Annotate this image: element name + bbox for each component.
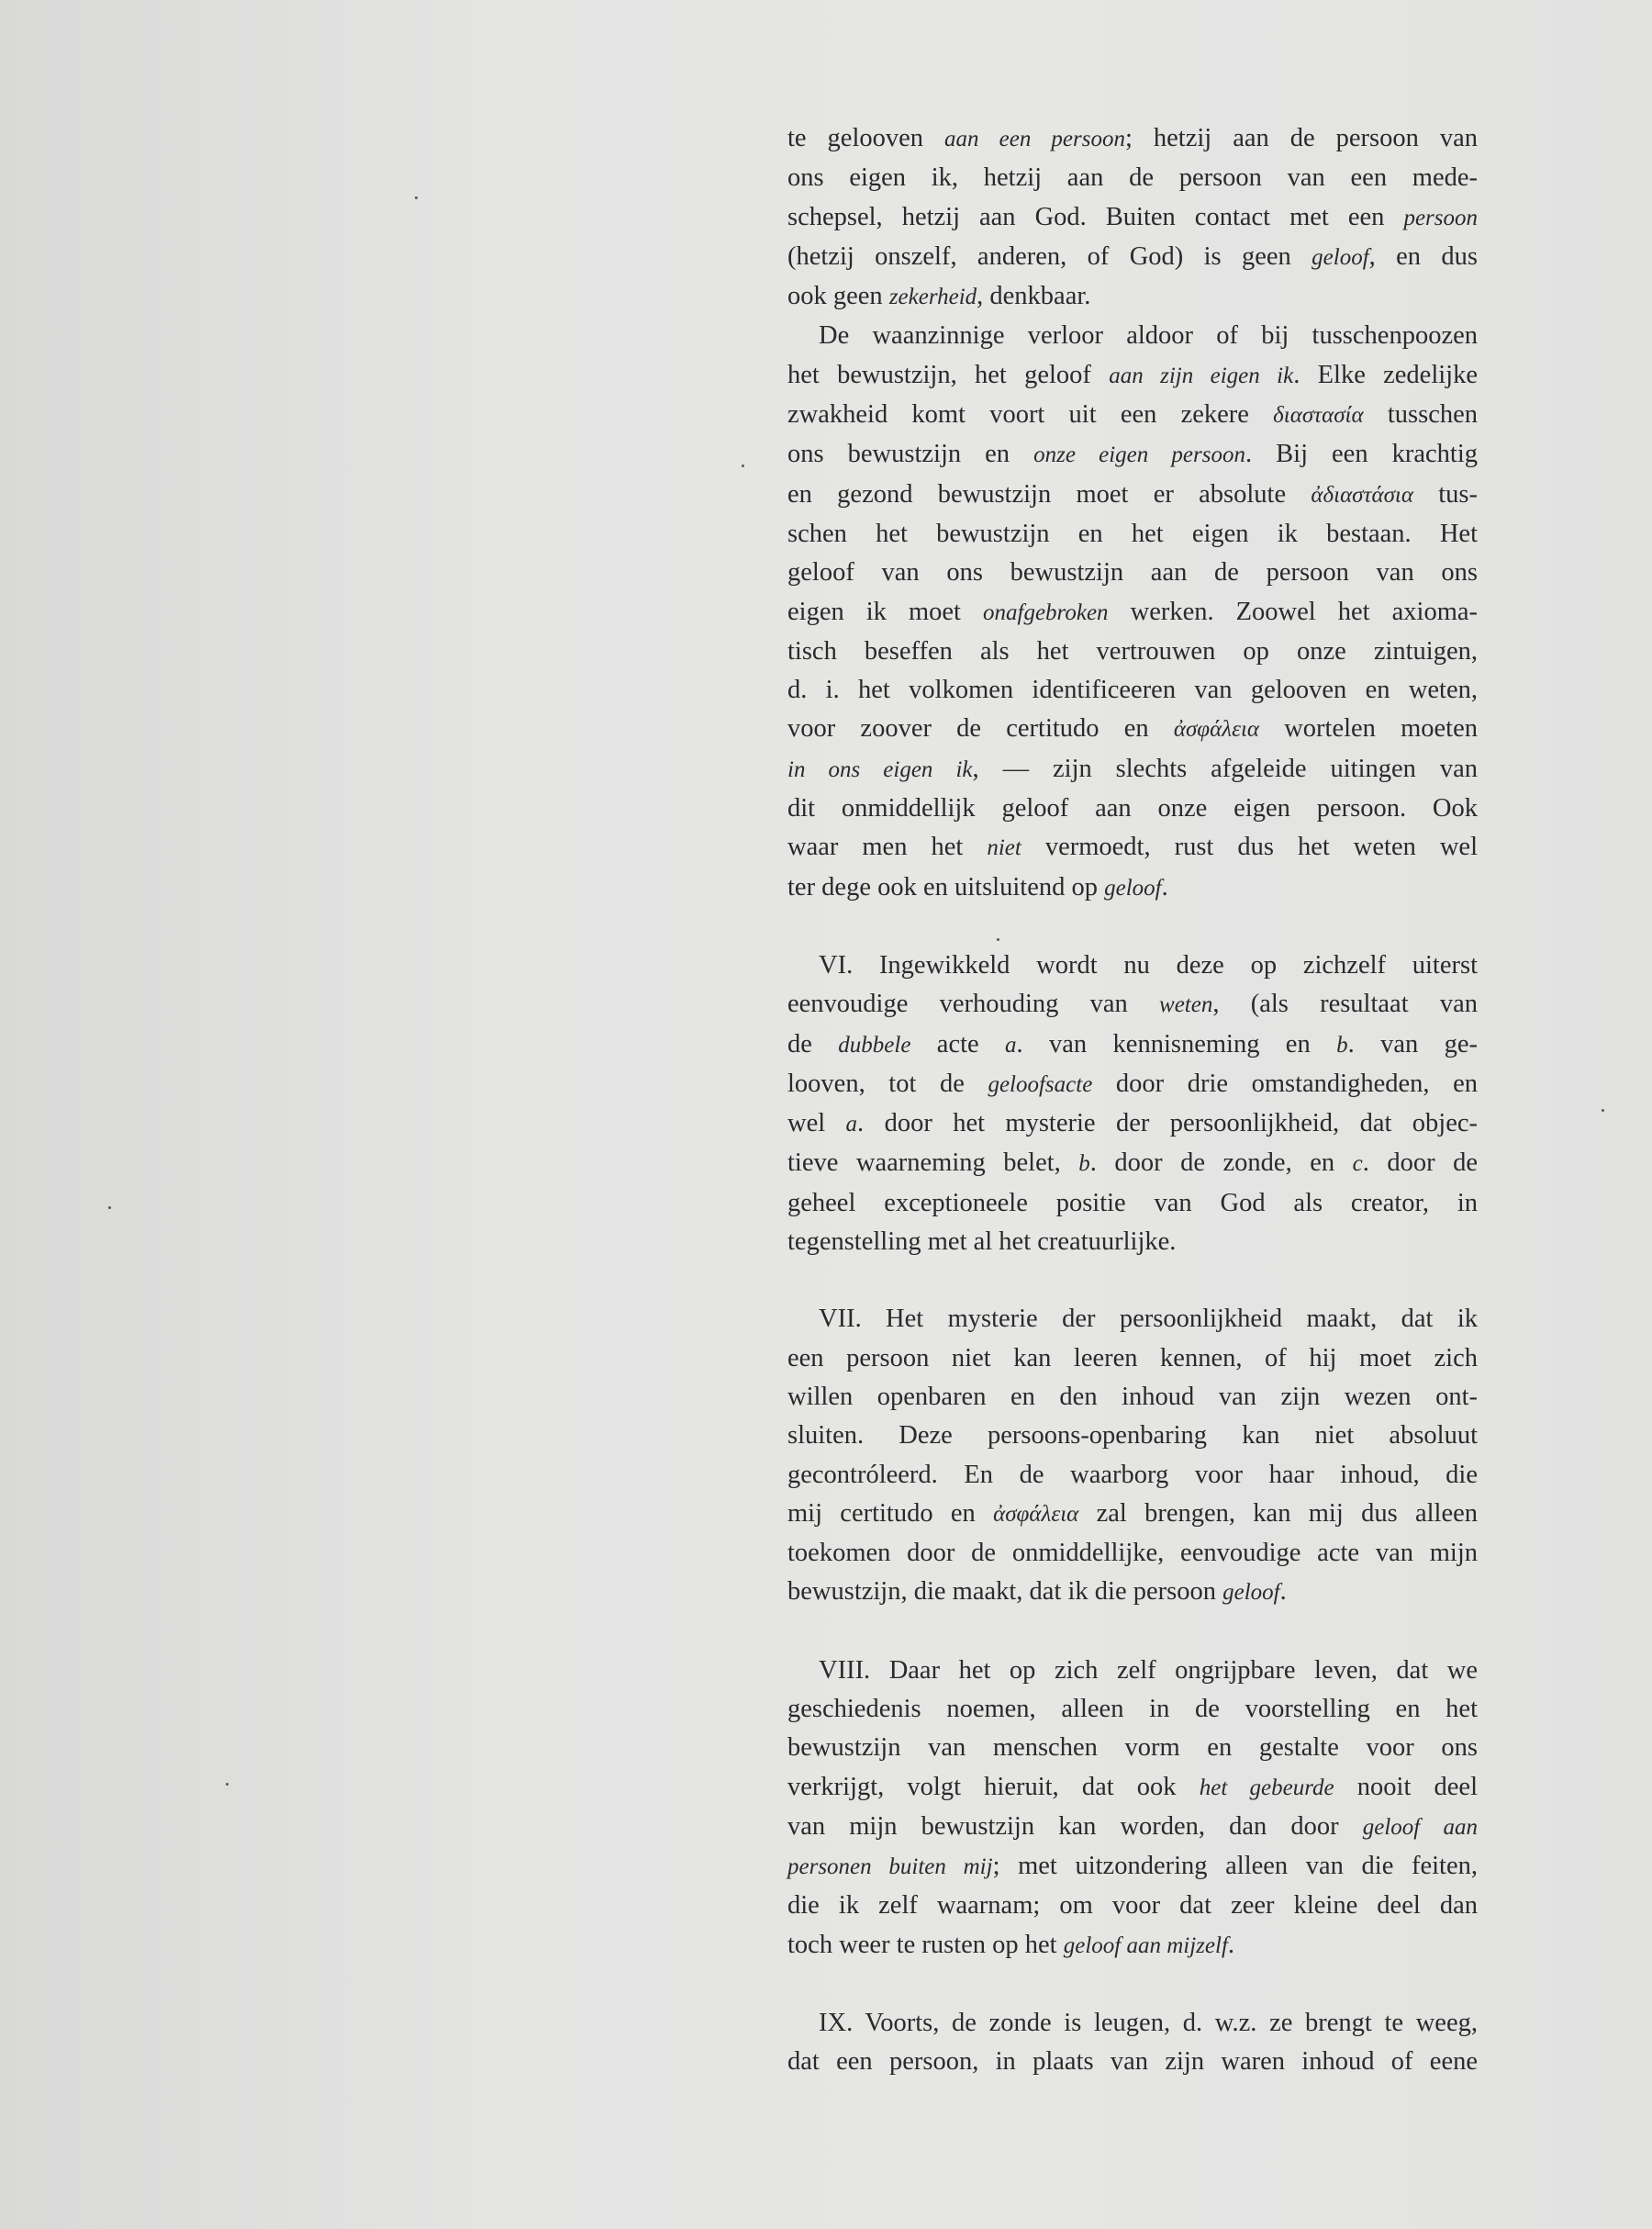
text-run: tus-	[1412, 479, 1478, 509]
paragraph-cont	[787, 119, 1478, 317]
text-line	[787, 710, 1478, 749]
text-line	[787, 1729, 1478, 1767]
italic-text: διαστασία	[1273, 403, 1364, 429]
paragraph-waanzinnige	[787, 317, 1478, 907]
italic-text: dubbele	[838, 1032, 911, 1058]
scan-speck	[1602, 1109, 1604, 1112]
text-line	[787, 1534, 1478, 1573]
text-line	[787, 1456, 1478, 1495]
scan-speck	[742, 465, 744, 467]
paragraph-vi	[787, 946, 1478, 1261]
text-line	[787, 1144, 1478, 1183]
text-run: ; hetzij aan de persoon van	[1125, 124, 1478, 152]
italic-text: geloof aan mijzelf	[1063, 1932, 1228, 1958]
text-line	[787, 1339, 1478, 1378]
italic-text: personen buiten mij	[787, 1854, 993, 1880]
text-run: , — zijn slechts afgeleide uitingen van	[972, 754, 1478, 783]
italic-text: b	[1336, 1032, 1348, 1058]
text-line	[787, 356, 1478, 396]
italic-text: aan zijn eigen ik	[1109, 363, 1294, 388]
text-line	[787, 159, 1478, 197]
text-run: voor zoover de certitudo en	[787, 714, 1174, 744]
text-line	[787, 1573, 1478, 1612]
italic-text: geloof	[1104, 875, 1162, 901]
text-line	[787, 828, 1478, 868]
text-run: dat een persoon, in plaats van zijn waren inhoud of eene	[787, 2047, 1478, 2077]
text-run: eigen ik moet	[787, 597, 984, 626]
text-run: eenvoudige verhouding van	[787, 990, 1160, 1019]
text-run: verkrijgt, volgt hieruit, dat ook	[787, 1772, 1200, 1801]
text-run: ook geen	[787, 282, 889, 311]
italic-text: ἀδιαστάσια	[1311, 482, 1413, 508]
text-line	[787, 198, 1478, 238]
text-run: . Bij een krachtig	[1245, 440, 1478, 469]
text-run: . van kennisneming en	[1016, 1029, 1337, 1058]
text-run: d. i. het volkomen identificeeren van gelooven en weten,	[787, 676, 1478, 705]
text-run: mij certitudo en	[787, 1498, 994, 1528]
text-line	[787, 1104, 1478, 1144]
text-run: IX. Voorts, de zonde is leugen, d. w.z. ze brengt te weeg,	[819, 2009, 1478, 2038]
text-line	[787, 750, 1478, 790]
text-run: . door de zonde, en	[1089, 1148, 1353, 1178]
text-line	[787, 868, 1478, 908]
text-line	[787, 277, 1478, 317]
text-line	[787, 1808, 1478, 1847]
text-run: en gezond bewustzijn moet er absolute	[787, 479, 1312, 509]
italic-text: geloofsacte	[988, 1071, 1093, 1097]
text-run: , en dus	[1368, 241, 1479, 271]
text-line	[787, 633, 1478, 671]
text-line	[787, 435, 1478, 475]
text-line	[787, 119, 1478, 159]
text-line	[787, 2043, 1478, 2081]
text-line	[787, 1025, 1478, 1065]
text-run: schen het bewustzijn en het eigen ik bestaan. Het	[787, 519, 1478, 548]
text-line	[787, 985, 1478, 1025]
italic-text: het gebeurde	[1199, 1775, 1334, 1800]
text-line	[787, 1847, 1478, 1887]
text-run: geschiedenis noemen, alleen in de voorstelling en het	[787, 1694, 1478, 1723]
italic-text: onze eigen persoon	[1033, 442, 1245, 468]
text-line	[787, 1065, 1478, 1104]
text-line	[787, 317, 1478, 355]
text-run: VIII. Daar het op zich zelf ongrijpbare leven, dat we	[819, 1655, 1478, 1685]
text-line	[787, 2004, 1478, 2043]
text-run: waar men het	[787, 833, 988, 862]
italic-text: b	[1078, 1151, 1090, 1177]
text-run: VI. Ingewikkeld wordt nu deze op zichzelf uiterst	[819, 950, 1478, 980]
paragraph-ix	[787, 2004, 1478, 2082]
text-run: bewustzijn van menschen vorm en gestalte voor ons	[787, 1733, 1478, 1763]
text-run: tieve waarneming belet,	[787, 1148, 1079, 1178]
text-run: VII. Het mysterie der persoonlijkheid maakt, dat ik	[819, 1305, 1478, 1334]
text-line	[787, 790, 1478, 828]
text-run: .	[1161, 872, 1168, 902]
text-run: . door het mysterie der persoonlijkheid, dat objec-	[857, 1109, 1478, 1138]
text-run: nooit deel	[1334, 1772, 1479, 1801]
italic-text: geloof aan	[1362, 1814, 1478, 1840]
text-run: . van ge-	[1347, 1029, 1478, 1058]
text-run: toch weer te rusten op het	[787, 1930, 1064, 1959]
text-run: ons eigen ik, hetzij aan de persoon van een mede-	[787, 163, 1478, 193]
text-run: (hetzij onszelf, anderen, of God) is geen	[787, 241, 1312, 271]
paragraph-viii	[787, 1652, 1478, 1966]
italic-text: onafgebroken	[983, 599, 1109, 625]
scan-speck	[226, 1783, 229, 1786]
text-line	[787, 946, 1478, 985]
text-line	[787, 1300, 1478, 1339]
text-line	[787, 1768, 1478, 1808]
text-run: werken. Zoowel het axioma-	[1108, 597, 1478, 626]
italic-text: ἀσφάλεια	[993, 1501, 1079, 1527]
text-run: toekomen door de onmiddellijke, eenvoudige acte van mijn	[787, 1539, 1478, 1568]
text-run: .	[1279, 1577, 1287, 1607]
text-run: zal brengen, kan mij dus alleen	[1078, 1498, 1478, 1528]
text-run: een persoon niet kan leeren kennen, of hij moet zich	[787, 1343, 1478, 1372]
italic-text: a	[845, 1112, 858, 1137]
text-line	[787, 1417, 1478, 1455]
text-run: geheel exceptioneele positie van God als creator, in	[787, 1188, 1478, 1217]
text-run: .	[1227, 1930, 1235, 1959]
italic-text: persoon	[1403, 205, 1478, 230]
text-run: bewustzijn, die maakt, dat ik die persoon	[787, 1577, 1223, 1607]
text-run: tusschen	[1363, 400, 1478, 430]
text-run: ; met uitzondering alleen van die feiten,	[992, 1852, 1478, 1881]
text-line	[787, 238, 1478, 277]
document-text-column	[787, 119, 1478, 2082]
text-run: ter dege ook en uitsluitend op	[787, 872, 1105, 902]
text-line	[787, 1184, 1478, 1223]
text-run: dit onmiddellijk geloof aan onze eigen persoon. Ook	[787, 794, 1478, 823]
text-run: geloof van ons bewustzijn aan de persoon van ons	[787, 558, 1478, 588]
text-run: , denkbaar.	[977, 282, 1091, 311]
text-run: wortelen moeten	[1259, 714, 1478, 744]
text-line	[787, 671, 1478, 710]
text-line	[787, 1495, 1478, 1534]
text-line	[787, 1223, 1478, 1261]
text-run: , (als resultaat van	[1212, 990, 1478, 1019]
text-line	[787, 554, 1478, 592]
italic-text: aan een persoon	[944, 127, 1125, 151]
text-run: de	[787, 1029, 839, 1058]
text-run: ons bewustzijn en	[787, 440, 1034, 469]
italic-text: in ons eigen ik	[787, 756, 973, 782]
text-run: sluiten. Deze persoons-openbaring kan niet absoluut	[787, 1421, 1478, 1451]
italic-text: niet	[987, 835, 1021, 861]
text-line	[787, 1378, 1478, 1417]
text-line	[787, 396, 1478, 435]
text-run: wel	[787, 1109, 846, 1138]
text-line	[787, 476, 1478, 515]
text-run: vermoedt, rust dus het weten wel	[1021, 833, 1479, 862]
text-run: schepsel, hetzij aan God. Buiten contact met een	[787, 202, 1404, 231]
text-line	[787, 1690, 1478, 1729]
text-run: het bewustzijn, het geloof	[787, 360, 1110, 389]
text-line	[787, 1926, 1478, 1966]
italic-text: c	[1352, 1151, 1363, 1177]
text-run: acte	[910, 1029, 1006, 1058]
text-run: van mijn bewustzijn kan worden, dan door	[787, 1811, 1363, 1841]
scan-speck	[108, 1206, 111, 1209]
text-line	[787, 1652, 1478, 1690]
text-run: . door de	[1362, 1148, 1479, 1178]
text-line	[787, 593, 1478, 633]
text-run: tisch beseffen als het vertrouwen op onze zintuigen,	[787, 636, 1478, 666]
paragraph-vii	[787, 1300, 1478, 1612]
text-run: looven, tot de	[787, 1069, 988, 1098]
text-run: gecontróleerd. En de waarborg voor haar inhoud, die	[787, 1460, 1478, 1489]
text-run: tegenstelling met al het creatuurlijke.	[787, 1227, 1177, 1257]
scan-speck	[415, 196, 418, 199]
text-run: . Elke zedelijke	[1293, 360, 1478, 389]
italic-text: weten	[1159, 992, 1213, 1018]
text-line	[787, 1887, 1478, 1925]
italic-text: geloof	[1222, 1580, 1280, 1606]
text-run: die ik zelf waarnam; om voor dat zeer kleine deel dan	[787, 1891, 1478, 1921]
italic-text: a	[1005, 1032, 1017, 1058]
text-run: willen openbaren en den inhoud van zijn wezen ont-	[787, 1382, 1478, 1411]
italic-text: zekerheid	[888, 285, 977, 310]
italic-text: geloof	[1312, 244, 1369, 270]
text-run: te gelooven	[787, 124, 945, 152]
text-run: De waanzinnige verloor aldoor of bij tusschenpoozen	[819, 321, 1478, 351]
text-run: zwakheid komt voort uit een zekere	[787, 400, 1274, 430]
italic-text: ἀσφάλεια	[1173, 717, 1260, 743]
text-run: door drie omstandigheden, en	[1092, 1069, 1478, 1098]
text-line	[787, 515, 1478, 554]
